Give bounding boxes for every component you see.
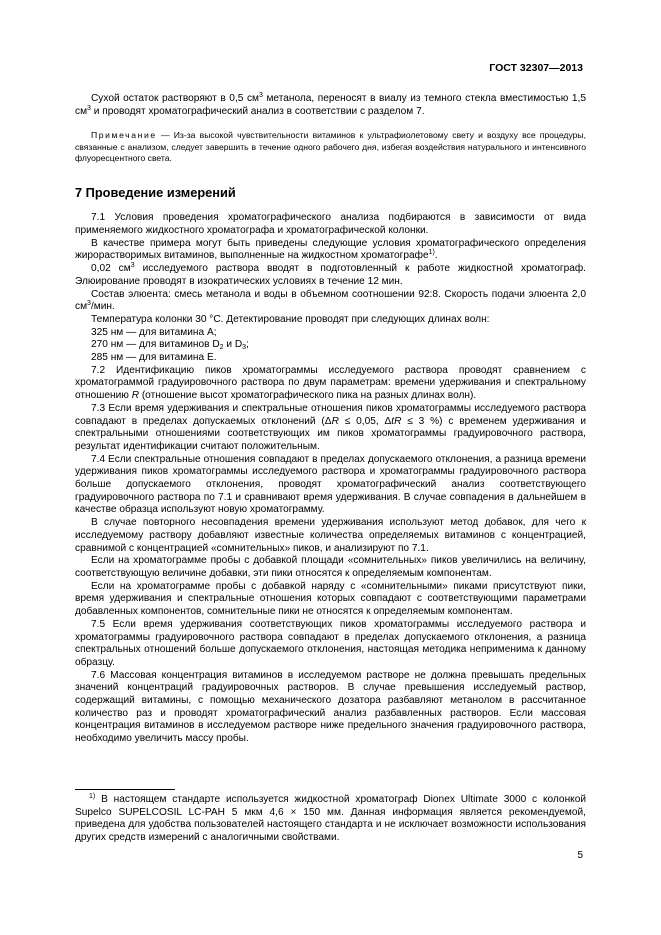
wavelength-item: 285 нм — для витамина Е. xyxy=(91,352,217,364)
footnote-ref[interactable]: 1) xyxy=(428,249,435,257)
paragraph-repeat-mismatch: В случае повторного несовпадения времени удерживания используют метод добавок, для чего к исследуемому раствору добавляют известные количества определяемых витаминов с концентрацией, сравнимой с концентрацией «сомнительных» пиков, и анализируют по 7.1. xyxy=(75,517,586,554)
paragraph-temperature: Температура колонки 30 °С. Детектирование проводят при следующих длинах волн: xyxy=(91,313,490,325)
paragraph-7-1: 7.1 Условия проведения хроматографического анализа подбираются в зависимости от вида применяемого жидкостного хроматографа и хроматографической колонки. xyxy=(75,212,586,236)
document-code: ГОСТ 32307—2013 xyxy=(489,62,583,74)
paragraph-other-peaks: Если на хроматограмме пробы с добавкой наряду с «сомнительными» пиками присутствуют пики, время удерживания и спектральные отношения которых совпадают с соответствующими параметрами добавленных компонентов, сомнительные пики не относятся к определяемым компонентам. xyxy=(75,580,586,618)
paragraph-example: В качестве примера могут быть приведены следующие условия хроматографического определения жирорастворимых витаминов, выполненные на жидкостном хроматографе$^{1)}$. xyxy=(75,237,586,262)
paragraph-7-4: 7.4 Если спектральные отношения совпадают в пределах допускаемого отклонения, а разница времени удерживания пиков хроматограммы исследуемого раствора и хроматограммы градуировочного раствора больше допускаемого отклонения, проводят хроматографический анализ соответствующего градуировочного раствора по 7.1 и сравнивают время удерживания. В случае совпадения в дальнейшем в качестве образца используют новую хроматограмму. xyxy=(75,453,586,516)
footnote-mark: 1) xyxy=(89,793,96,800)
note-paragraph: Примечание — Из-за высокой чувствительности витаминов к ультрафиолетовому свету и воздуху все процедуры, связанные с анализом, следует завершить в течение одного рабочего дня, избегая воздействия натурального и интенсивного флуоресцентного света. xyxy=(75,130,586,163)
paragraph-7-5: 7.5 Если время удерживания соответствующих пиков хроматограммы исследуемого раствора и хроматограммы градуировочного раствора совпадают в пределах допускаемого отклонения, а разница спектральных отношений больше допускаемого отклонения, настоящая методика неприменима к данному образцу. xyxy=(75,618,586,668)
page-number: 5 xyxy=(577,850,583,861)
footnote-text: $^{1)}$ В настоящем стандарте используется жидкостной хроматограф Dionex Ultimate 3000 с колонкой Supelco SUPELCOSIL LC-PAH 5 мкм 4,6 × 150 мм. Данная информация является рекомендуемой, приведена для удобства пользователей настоящего стандарта и не исключает возможности использования других средств измерений с аналогичными свойствами. xyxy=(75,793,586,844)
wavelength-item: 270 нм — для витаминов $D_2$ и $D_3$; xyxy=(91,339,249,352)
paragraph-7-2: 7.2 Идентификацию пиков хроматограммы исследуемого раствора проводят сравнением с хроматограммой градуировочного раствора по двум параметрам: времени удерживания и спектральному отношению R (отношение высот хроматографического пика на разных длинах волн). xyxy=(75,364,586,402)
footnote xyxy=(75,794,586,845)
intro-paragraph: Сухой остаток растворяют в 0,5 $см^3$ метанола, переносят в виалу из темного стекла вместимостью 1,5 $см^3$ и проводят хроматографический анализ в соответствии с разделом 7. xyxy=(75,92,586,117)
paragraph-eluent: Состав элюента: смесь метанола и воды в объемном соотношении 92:8. Скорость подачи элюента 2,0 $см^3$/мин. xyxy=(75,288,586,313)
main-content xyxy=(75,93,586,746)
paragraph-7-6: 7.6 Массовая концентрация витаминов в исследуемом растворе не должна превышать предельных значений концентраций градуировочных растворов. В случае превышения исследуемый раствор, содержащий витамины, с помощью механического дозатора разбавляют метанолом в рассчитанное количество раз и проводят хроматографический анализ разбавленных растворов. Если массовая концентрация витаминов в исследуемом растворе ниже предельного значения градуировочного раствора, необходимо увеличить массу пробы. xyxy=(75,669,586,745)
footnote-divider xyxy=(75,789,175,790)
note-label: Примечание xyxy=(91,130,157,141)
paragraph-peak-increase: Если на хроматограмме пробы с добавкой площади «сомнительных» пиков увеличились на величину, соответствующую величине добавки, эти пики относятся к определяемым компонентам. xyxy=(75,555,586,579)
wavelength-item: 325 нм — для витамина А; xyxy=(91,326,217,338)
section-title: 7 Проведение измерений xyxy=(75,185,236,201)
paragraph-injection-volume: 0,02 $см^3$ исследуемого раствора вводят в подготовленный к работе жидкостной хроматограф. Элюирование проводят в изократических условиях в течение 12 мин. xyxy=(75,262,586,287)
paragraph-7-3: 7.3 Если время удерживания и спектральные отношения пиков хроматограммы исследуемого раствора совпадают в пределах допускаемых отклонений (ΔR ≤ 0,05, ΔtR ≤ 3 %) с временем удерживания и спектральными отношениями соответствующих им пиков хроматограммы градуировочного раствора, результат идентификации считают положительным. xyxy=(75,402,587,452)
